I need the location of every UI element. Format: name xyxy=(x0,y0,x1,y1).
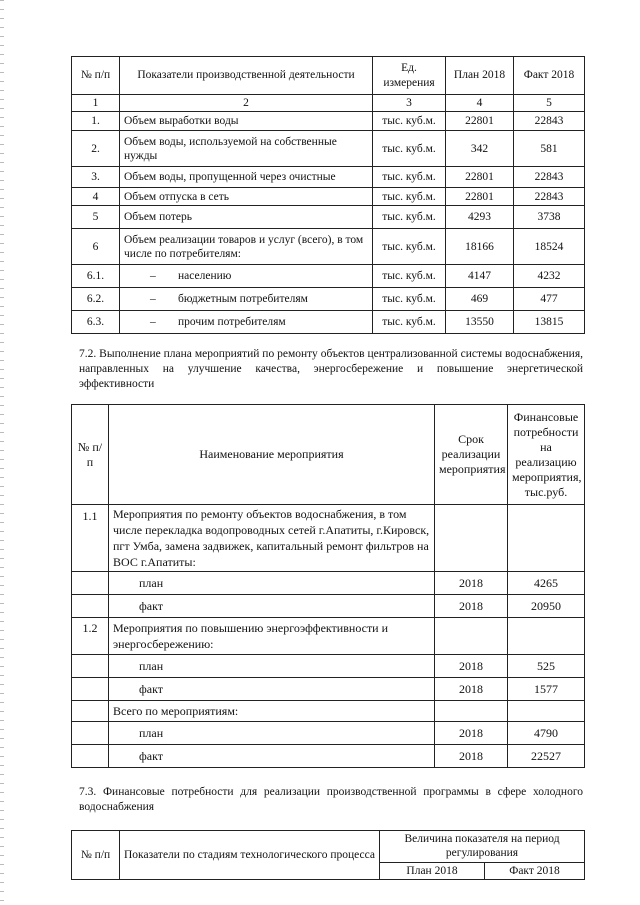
row-term xyxy=(435,505,508,572)
row-unit: тыс. куб.м. xyxy=(373,167,446,188)
table-row xyxy=(72,701,585,722)
header-num: № п/п xyxy=(72,405,109,505)
row-num: 2. xyxy=(72,131,120,167)
col-number: 5 xyxy=(514,95,585,112)
row-num xyxy=(72,655,109,678)
row-indicator: Объем реализации товаров и услуг (всего), в том числе по потребителям: xyxy=(120,229,373,265)
col-number: 2 xyxy=(120,95,373,112)
row-num: 1.2 xyxy=(72,618,109,655)
row-num xyxy=(72,722,109,745)
row-term: 2018 xyxy=(435,722,508,745)
row-num xyxy=(72,678,109,701)
row-indicator xyxy=(120,311,373,334)
row-fact: 18524 xyxy=(514,229,585,265)
row-plan: 4147 xyxy=(446,265,514,288)
row-num xyxy=(72,595,109,618)
header-plan: План 2018 xyxy=(446,57,514,95)
column-numbering-row xyxy=(72,95,585,112)
table-header-row xyxy=(72,831,585,863)
row-indicator-text: населению xyxy=(178,270,232,283)
row-measure: факт xyxy=(109,678,435,701)
row-financing xyxy=(508,701,585,722)
row-num: 3. xyxy=(72,167,120,188)
row-term xyxy=(435,701,508,722)
row-unit: тыс. куб.м. xyxy=(373,229,446,265)
table-row xyxy=(72,678,585,701)
row-measure: план xyxy=(109,572,435,595)
row-fact: 4232 xyxy=(514,265,585,288)
table-row xyxy=(72,131,585,167)
row-financing: 1577 xyxy=(508,678,585,701)
row-unit: тыс. куб.м. xyxy=(373,288,446,311)
row-fact: 22843 xyxy=(514,188,585,206)
row-term: 2018 xyxy=(435,655,508,678)
row-plan: 22801 xyxy=(446,112,514,131)
row-plan: 469 xyxy=(446,288,514,311)
row-financing: 4790 xyxy=(508,722,585,745)
row-measure: Мероприятия по повышению энергоэффективности и энергосбережению: xyxy=(109,618,435,655)
row-unit: тыс. куб.м. xyxy=(373,131,446,167)
table-row xyxy=(72,595,585,618)
table-row xyxy=(72,505,585,572)
header-unit: Ед. измерения xyxy=(373,57,446,95)
row-num: 4 xyxy=(72,188,120,206)
row-term: 2018 xyxy=(435,678,508,701)
row-unit: тыс. куб.м. xyxy=(373,206,446,229)
row-financing: 4265 xyxy=(508,572,585,595)
header-financing: Финансовые потребности на реализацию мероприятия, тыс.руб. xyxy=(508,405,585,505)
row-num xyxy=(72,572,109,595)
table-row xyxy=(72,722,585,745)
section-7-2-heading: 7.2. Выполнение плана мероприятий по ремонту объектов централизованной системы водоснабжения, направленных на улучшение качества, энергосбережение и повышение энергетической эффективности xyxy=(79,348,583,390)
row-indicator: Объем потерь xyxy=(120,206,373,229)
table-header-row xyxy=(72,57,585,95)
row-indicator: Объем выработки воды xyxy=(120,112,373,131)
col-number: 4 xyxy=(446,95,514,112)
row-fact: 13815 xyxy=(514,311,585,334)
col-number: 3 xyxy=(373,95,446,112)
col-number: 1 xyxy=(72,95,120,112)
row-num: 6.1. xyxy=(72,265,120,288)
row-measure: план xyxy=(109,655,435,678)
row-financing: 20950 xyxy=(508,595,585,618)
row-unit: тыс. куб.м. xyxy=(373,311,446,334)
table-row xyxy=(72,229,585,265)
row-term: 2018 xyxy=(435,572,508,595)
measures-table xyxy=(71,404,585,768)
dash: – xyxy=(150,293,156,306)
row-num: 5 xyxy=(72,206,120,229)
row-term xyxy=(435,618,508,655)
table-row xyxy=(72,745,585,768)
row-indicator xyxy=(120,288,373,311)
table-row xyxy=(72,206,585,229)
table-row xyxy=(72,188,585,206)
header-fact: Факт 2018 xyxy=(485,862,585,879)
header-num: № п/п xyxy=(72,57,120,95)
header-stage: Показатели по стадиям технологического процесса xyxy=(120,831,380,880)
row-indicator-text: бюджетным потребителям xyxy=(178,293,308,306)
row-measure: Всего по мероприятиям: xyxy=(109,701,435,722)
header-indicator: Показатели производственной деятельности xyxy=(120,57,373,95)
header-plan: План 2018 xyxy=(380,862,485,879)
row-num: 1. xyxy=(72,112,120,131)
production-indicators-table xyxy=(71,56,585,334)
table-row xyxy=(72,618,585,655)
row-measure: факт xyxy=(109,745,435,768)
row-plan: 18166 xyxy=(446,229,514,265)
row-measure: факт xyxy=(109,595,435,618)
row-num: 6 xyxy=(72,229,120,265)
row-measure: Мероприятия по ремонту объектов водоснабжения, в том числе перекладка водопроводных сетей г.Апатиты, г.Кировск, пгт Умба, замена задвижек, капитальный ремонт фильтров на ВОС г.Апатиты: xyxy=(109,505,435,572)
header-period-value: Величина показателя на период регулирования xyxy=(380,831,585,863)
table-row xyxy=(72,265,585,288)
row-unit: тыс. куб.м. xyxy=(373,188,446,206)
row-indicator: Объем воды, используемой на собственные нужды xyxy=(120,131,373,167)
row-fact: 22843 xyxy=(514,112,585,131)
row-num: 6.2. xyxy=(72,288,120,311)
row-financing: 22527 xyxy=(508,745,585,768)
row-unit: тыс. куб.м. xyxy=(373,265,446,288)
row-plan: 4293 xyxy=(446,206,514,229)
row-num: 1.1 xyxy=(72,505,109,572)
row-indicator-text: прочим потребителям xyxy=(178,316,286,329)
row-indicator: Объем отпуска в сеть xyxy=(120,188,373,206)
table-row xyxy=(72,288,585,311)
header-measure: Наименование мероприятия xyxy=(109,405,435,505)
row-fact: 581 xyxy=(514,131,585,167)
row-fact: 3738 xyxy=(514,206,585,229)
dash: – xyxy=(150,270,156,283)
table-row xyxy=(72,112,585,131)
table-row xyxy=(72,655,585,678)
dash: – xyxy=(150,316,156,329)
row-term: 2018 xyxy=(435,595,508,618)
header-num: № п/п xyxy=(72,831,120,880)
row-plan: 13550 xyxy=(446,311,514,334)
table-row xyxy=(72,167,585,188)
table-row xyxy=(72,572,585,595)
row-num xyxy=(72,701,109,722)
header-term: Срок реализации мероприятия xyxy=(435,405,508,505)
row-fact: 22843 xyxy=(514,167,585,188)
table-row xyxy=(72,311,585,334)
row-plan: 22801 xyxy=(446,167,514,188)
header-fact: Факт 2018 xyxy=(514,57,585,95)
row-indicator: Объем воды, пропущенной через очистные xyxy=(120,167,373,188)
section-7-3-heading: 7.3. Финансовые потребности для реализации производственной программы в сфере холодного водоснабжения xyxy=(79,786,583,813)
row-term: 2018 xyxy=(435,745,508,768)
row-plan: 22801 xyxy=(446,188,514,206)
row-financing: 525 xyxy=(508,655,585,678)
table-header-row xyxy=(72,405,585,505)
row-unit: тыс. куб.м. xyxy=(373,112,446,131)
row-measure: план xyxy=(109,722,435,745)
row-num xyxy=(72,745,109,768)
row-fact: 477 xyxy=(514,288,585,311)
row-financing xyxy=(508,618,585,655)
row-plan: 342 xyxy=(446,131,514,167)
row-indicator xyxy=(120,265,373,288)
scan-margin-dots xyxy=(0,0,4,905)
row-financing xyxy=(508,505,585,572)
financing-table xyxy=(71,830,585,880)
row-num: 6.3. xyxy=(72,311,120,334)
